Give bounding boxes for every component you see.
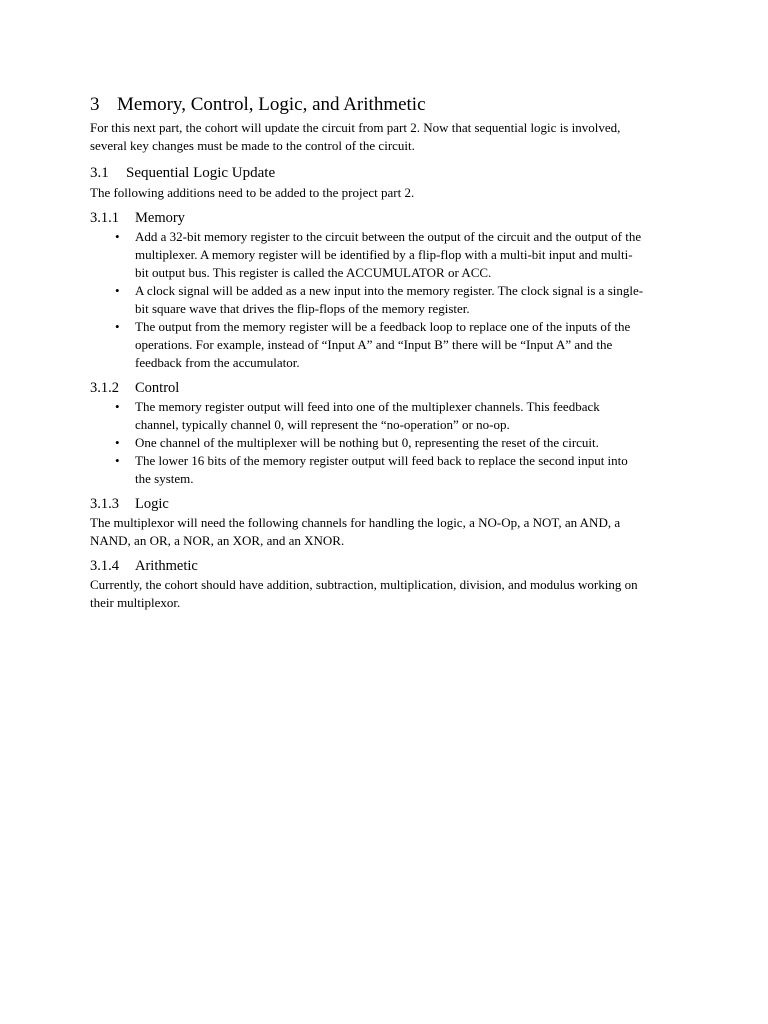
arithmetic-paragraph: Currently, the cohort should have addition, subtraction, multiplication, division, and modulus working on their multiplexor. xyxy=(90,577,638,610)
bullet-icon: • xyxy=(115,319,120,334)
arithmetic-title: Arithmetic xyxy=(135,558,198,574)
memory-heading xyxy=(90,209,690,228)
section-heading xyxy=(90,92,690,118)
logic-number: 3.1.3 xyxy=(90,496,119,512)
arithmetic-heading xyxy=(90,557,690,576)
logic-heading xyxy=(90,495,690,514)
list-item-text: The output from the memory register will be a feedback loop to replace one of the inputs of the operations. For example, instead of “Input A” and “Input B” there will be “Input A” and the feedback from the accumulator. xyxy=(135,319,631,370)
list-item-text: One channel of the multiplexer will be nothing but 0, representing the reset of the circuit. xyxy=(135,435,599,450)
bullet-icon: • xyxy=(115,283,120,298)
control-title: Control xyxy=(135,380,180,396)
section-number: 3 xyxy=(90,94,100,115)
list-item xyxy=(115,452,690,488)
list-item xyxy=(115,434,690,452)
bullet-icon: • xyxy=(115,399,120,414)
control-bullet-list xyxy=(90,398,690,488)
subsection-intro: The following additions need to be added to the project part 2. xyxy=(90,185,415,200)
bullet-icon: • xyxy=(115,229,120,244)
control-heading xyxy=(90,379,690,398)
section-intro: For this next part, the cohort will update the circuit from part 2. Now that sequential logic is involved, several key changes must be made to the control of the circuit. xyxy=(90,120,621,153)
memory-bullet-list xyxy=(90,228,690,372)
memory-number: 3.1.1 xyxy=(90,210,119,226)
logic-title: Logic xyxy=(135,496,169,512)
arithmetic-number: 3.1.4 xyxy=(90,558,119,574)
list-item xyxy=(115,228,690,282)
list-item-text: A clock signal will be added as a new input into the memory register. The clock signal is a single- bit square wave that drives the flip-flops of the memory register. xyxy=(135,283,644,316)
list-item xyxy=(115,318,690,372)
subsection-heading xyxy=(90,163,690,183)
list-item-text: The memory register output will feed into one of the multiplexer channels. This feedback channel, typically channel 0, will represent the “no-operation” or no-op. xyxy=(135,399,600,432)
bullet-icon: • xyxy=(115,453,120,468)
list-item xyxy=(115,398,690,434)
control-number: 3.1.2 xyxy=(90,380,119,396)
list-item xyxy=(115,282,690,318)
list-item-text: The lower 16 bits of the memory register output will feed back to replace the second input into the system. xyxy=(135,453,628,486)
subsection-number: 3.1 xyxy=(90,165,109,181)
logic-paragraph: The multiplexor will need the following channels for handling the logic, a NO-Op, a NOT, an AND, a NAND, an OR, a NOR, an XOR, and an XNOR. xyxy=(90,515,621,548)
memory-title: Memory xyxy=(135,210,185,226)
list-item-text: Add a 32-bit memory register to the circuit between the output of the circuit and the output of the multiplexer. A memory register will be identified by a flip-flop with a multi-bit input and multi- bit output bus. This register is called the ACCUMULATOR or ACC. xyxy=(135,229,642,280)
subsection-title: Sequential Logic Update xyxy=(126,165,276,181)
document-page xyxy=(90,92,690,612)
bullet-icon: • xyxy=(115,435,120,450)
section-title: Memory, Control, Logic, and Arithmetic xyxy=(117,94,426,115)
